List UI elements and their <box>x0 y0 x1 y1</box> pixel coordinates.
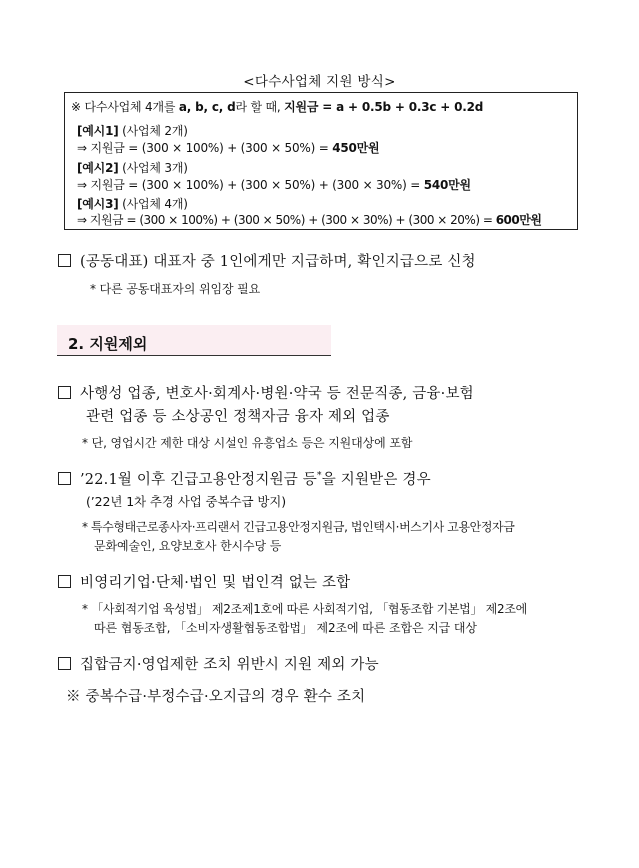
exclusion-item-3-note-1: * 「사회적기업 육성법」 제2조제1호에 따른 사회적기업, 「협동조합 기본법」 제2조에 <box>82 602 527 616</box>
example-note: (사업체 4개) <box>118 197 188 211</box>
exclusion-item-1-cont: 관련 업종 등 소상공인 정책자금 융자 제외 업종 <box>86 409 390 425</box>
checkbox-icon <box>58 386 71 399</box>
exclusion-item-2-note-2: 문화예술인, 요양보호사 한시수당 등 <box>94 539 282 553</box>
footnote-mark: * <box>317 471 322 482</box>
example-3-formula <box>77 211 541 228</box>
example-1-formula <box>77 139 379 156</box>
section-heading: 2. 지원제외 <box>68 335 148 353</box>
box-title: <다수사업체 지원 방식> <box>243 74 396 90</box>
item-representative-note: * 다른 공동대표자의 위임장 필요 <box>90 282 261 296</box>
example-note: (사업체 3개) <box>118 161 188 175</box>
example-label: [예시3] <box>77 197 119 211</box>
example-1-header <box>77 122 188 139</box>
example-3-header <box>77 195 188 212</box>
item-representative <box>58 250 476 271</box>
final-note: ※ 중복수급·부정수급·오지급의 경우 환수 조치 <box>66 689 366 705</box>
rule-prefix: ※ 다수사업체 4개를 <box>71 100 179 114</box>
example-result: 450만원 <box>332 141 380 155</box>
example-2-formula <box>77 176 471 193</box>
checkbox-icon <box>58 575 71 588</box>
checkbox-icon <box>58 657 71 670</box>
rule-formula: 지원금 = a + 0.5b + 0.3c + 0.2d <box>284 100 484 114</box>
formula-rule <box>71 98 483 115</box>
exclusion-item-1-note: * 단, 영업시간 제한 대상 시설인 유흥업소 등은 지원대상에 포함 <box>82 436 413 450</box>
item-text: 비영리기업·단체·법인 및 법인격 없는 조합 <box>80 575 351 591</box>
exclusion-item-2-cont: (’22년 1차 추경 사업 중복수급 방지) <box>86 494 287 509</box>
example-result: 600만원 <box>495 213 542 227</box>
example-formula: ⇒ 지원금 = (300 × 100%) + (300 × 50%) = <box>77 141 333 155</box>
example-formula: ⇒ 지원금 = (300 × 100%) + (300 × 50%) + (300 × 30%) + (300 × 20%) = <box>77 213 496 227</box>
example-note: (사업체 2개) <box>118 124 188 138</box>
exclusion-item-1 <box>58 382 474 403</box>
item-text-tail: 을 지원받은 경우 <box>321 472 431 488</box>
exclusion-item-4 <box>58 653 379 674</box>
exclusion-item-3-note-2: 따른 협동조합, 「소비자생활협동조합법」 제2조에 따른 조합은 지급 대상 <box>94 621 477 635</box>
exclusion-item-3 <box>58 571 350 592</box>
example-result: 540만원 <box>423 178 471 192</box>
rule-mid: 라 할 때, <box>235 100 285 114</box>
example-label: [예시1] <box>77 124 119 138</box>
exclusion-item-2 <box>58 468 431 489</box>
item-text: 사행성 업종, 변호사·회계사·병원·약국 등 전문직종, 금융·보험 <box>80 386 474 402</box>
example-box <box>64 92 578 230</box>
item-text: 집합금지·영업제한 조치 위반시 지원 제외 가능 <box>80 657 379 673</box>
checkbox-icon <box>58 254 71 267</box>
exclusion-item-2-note-1: * 특수형태근로종사자·프리랜서 긴급고용안정지원금, 법인택시·버스기사 고용안정자금 <box>82 520 515 534</box>
example-2-header <box>77 159 188 176</box>
item-text: (공동대표) 대표자 중 1인에게만 지급하며, 확인지급으로 신청 <box>80 254 476 270</box>
rule-letters: a, b, c, d <box>178 100 236 114</box>
example-formula: ⇒ 지원금 = (300 × 100%) + (300 × 50%) + (300 × 30%) = <box>77 178 424 192</box>
example-label: [예시2] <box>77 161 119 175</box>
item-text: ’22.1월 이후 긴급고용안정지원금 등 <box>80 472 318 488</box>
checkbox-icon <box>58 472 71 485</box>
